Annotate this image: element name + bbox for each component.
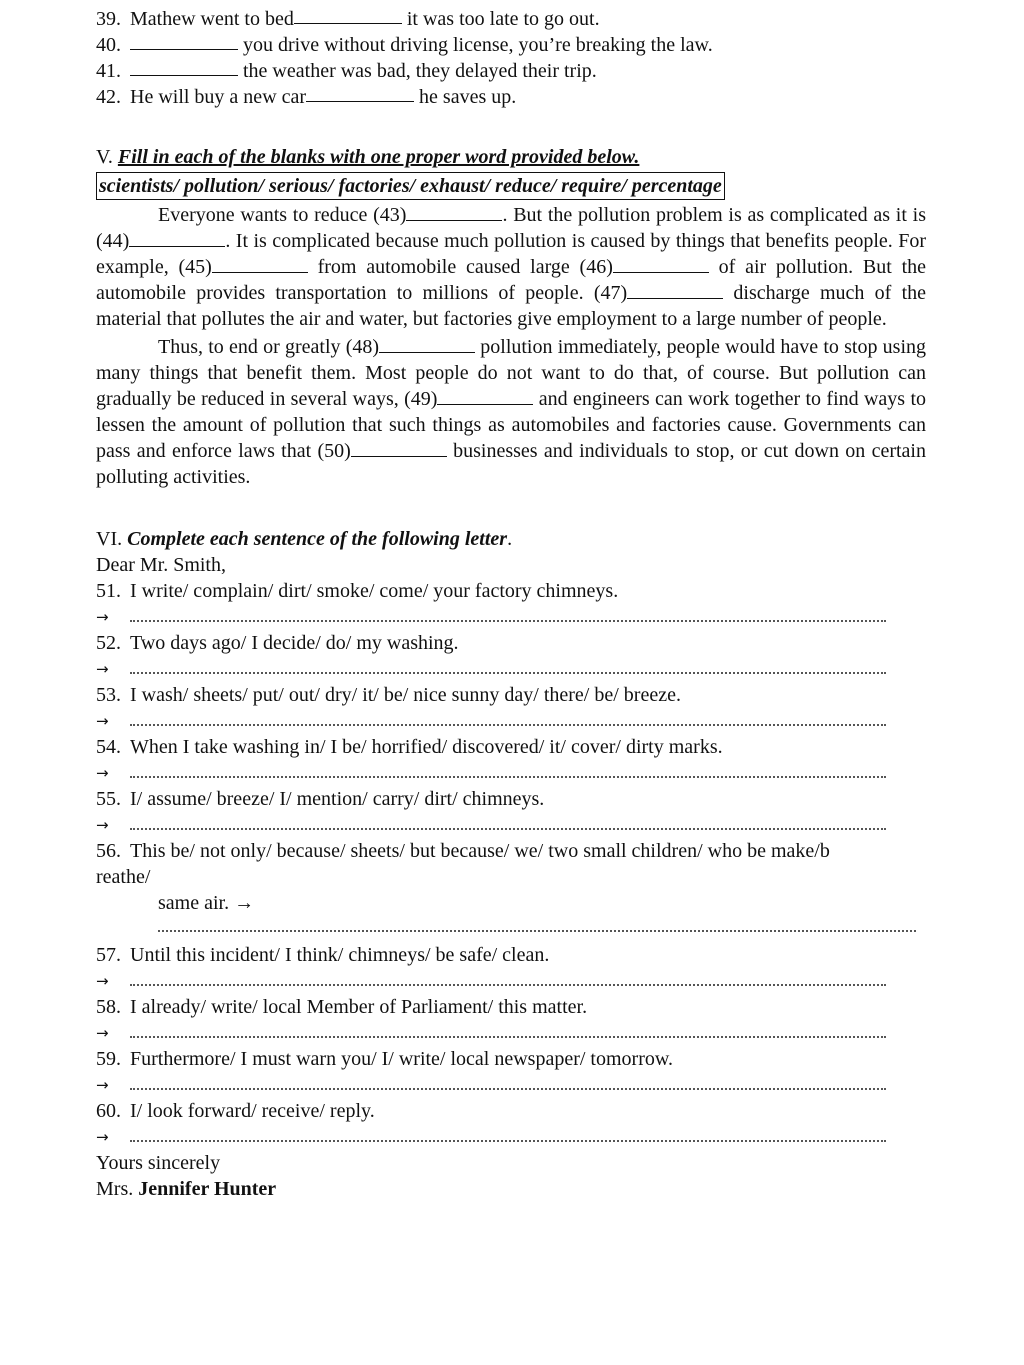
arrow-icon: → (96, 660, 109, 678)
item-prompt: I/ look forward/ receive/ reply. (130, 1100, 375, 1122)
item-number: 52. (96, 632, 121, 654)
item-number: 58. (96, 996, 121, 1018)
worksheet-page (96, 6, 926, 1202)
blank-45[interactable] (212, 255, 308, 273)
arrow-icon: → (96, 608, 109, 626)
blank-42[interactable] (306, 84, 414, 102)
blank-50[interactable] (351, 439, 447, 457)
letter-item (96, 1046, 926, 1098)
item-number: 59. (96, 1048, 121, 1070)
answer-line[interactable] (96, 760, 926, 786)
letter-item (96, 734, 926, 786)
item-prompt: Until this incident/ I think/ chimneys/ be safe/ clean. (130, 944, 550, 966)
blank-39[interactable] (294, 6, 402, 24)
answer-line[interactable] (96, 1020, 926, 1046)
answer-line-56[interactable] (158, 916, 916, 932)
passage-paragraph-2: Thus, to end or greatly (48) pollution immediately, people would have to stop using many things that benefit them. Most people do not want to do that, of course. But pollution can gradually be reduced in several ways, (49) and engineers can work together to find ways to lessen the amount of pollution that such things as automobiles and factories cause. Governments can pass and enforce laws that (50) businesses and individuals to stop, or cut down on certain polluting activities. (96, 336, 926, 488)
dotted-answer-line[interactable] (130, 1022, 886, 1038)
blank-47[interactable] (627, 281, 723, 299)
blank-40[interactable] (130, 32, 238, 50)
answer-line[interactable] (96, 968, 926, 994)
question-41: 41. the weather was bad, they delayed their trip. (96, 60, 597, 82)
answer-line[interactable] (96, 812, 926, 838)
arrow-icon: → (96, 1128, 109, 1146)
section-6-heading: VI. Complete each sentence of the following letter. (96, 528, 513, 550)
blank-46[interactable] (613, 255, 709, 273)
dotted-answer-line[interactable] (130, 1074, 886, 1090)
dotted-answer-line[interactable] (130, 658, 886, 674)
arrow-icon: → (96, 1076, 109, 1094)
item-prompt: Two days ago/ I decide/ do/ my washing. (130, 632, 459, 654)
dotted-answer-line[interactable] (130, 970, 886, 986)
item-prompt: I already/ write/ local Member of Parliament/ this matter. (130, 996, 588, 1018)
item-number: 54. (96, 736, 121, 758)
question-40: 40. you drive without driving license, you’re breaking the law. (96, 34, 713, 56)
dotted-answer-line[interactable] (130, 1126, 886, 1142)
letter-item (96, 630, 926, 682)
dotted-answer-line[interactable] (130, 606, 886, 622)
letter-item (96, 942, 926, 994)
letter-item (96, 682, 926, 734)
arrow-icon: → (96, 764, 109, 782)
section-5-heading: V. Fill in each of the blanks with one proper word provided below. (96, 146, 640, 168)
letter-items-group-2 (96, 942, 926, 1150)
dotted-answer-line[interactable] (130, 762, 886, 778)
item-number: 55. (96, 788, 121, 810)
blank-49[interactable] (437, 387, 533, 405)
letter-closing: Yours sincerely (96, 1152, 221, 1174)
letter-items-group-1 (96, 578, 926, 838)
answer-line[interactable] (96, 708, 926, 734)
letter-greeting: Dear Mr. Smith, (96, 554, 226, 576)
blank-41[interactable] (130, 58, 238, 76)
item-prompt: I write/ complain/ dirt/ smoke/ come/ your factory chimneys. (130, 580, 619, 602)
arrow-icon: → (96, 972, 109, 990)
letter-item (96, 1098, 926, 1150)
item-number: 51. (96, 580, 121, 602)
passage-paragraph-1: Everyone wants to reduce (43) . But the pollution problem is as complicated as it is (44) . It is complicated because much pollution is caused by things that benefits people. For example, (45) from automobile caused large (46) of air pollution. But the automobile provides transportation to millions of people. (47) discharge much of the material that pollutes the air and water, but factories give employment to a large number of people. (96, 204, 927, 330)
dotted-answer-line[interactable] (130, 710, 886, 726)
item-number: 53. (96, 684, 121, 706)
letter-item (96, 994, 926, 1046)
letter-signature: Mrs. Jennifer Hunter (96, 1178, 277, 1200)
letter-item (96, 578, 926, 630)
question-56: 56. This be/ not only/ because/ sheets/ but because/ we/ two small children/ who be make/b reathe/ same air. → (96, 838, 926, 932)
answer-line[interactable] (96, 604, 926, 630)
answer-line[interactable] (96, 1072, 926, 1098)
word-bank-box: scientists/ pollution/ serious/ factories/ exhaust/ reduce/ require/ percentage (96, 172, 725, 200)
arrow-icon: → (96, 816, 109, 834)
answer-line[interactable] (96, 1124, 926, 1150)
item-prompt: I/ assume/ breeze/ I/ mention/ carry/ dirt/ chimneys. (130, 788, 545, 810)
item-prompt: I wash/ sheets/ put/ out/ dry/ it/ be/ nice sunny day/ there/ be/ breeze. (130, 684, 681, 706)
answer-line[interactable] (96, 656, 926, 682)
dotted-answer-line[interactable] (130, 814, 886, 830)
blank-48[interactable] (379, 335, 475, 353)
arrow-icon: → (96, 1024, 109, 1042)
arrow-icon: → (96, 712, 109, 730)
question-42: 42. He will buy a new car he saves up. (96, 86, 517, 108)
item-prompt: Furthermore/ I must warn you/ I/ write/ local newspaper/ tomorrow. (130, 1048, 674, 1070)
blank-43[interactable] (406, 203, 502, 221)
item-number: 60. (96, 1100, 121, 1122)
blank-44[interactable] (129, 229, 225, 247)
question-39: 39. Mathew went to bed it was too late to go out. (96, 8, 600, 30)
item-number: 57. (96, 944, 121, 966)
letter-item (96, 786, 926, 838)
item-prompt: When I take washing in/ I be/ horrified/ discovered/ it/ cover/ dirty marks. (130, 736, 723, 758)
